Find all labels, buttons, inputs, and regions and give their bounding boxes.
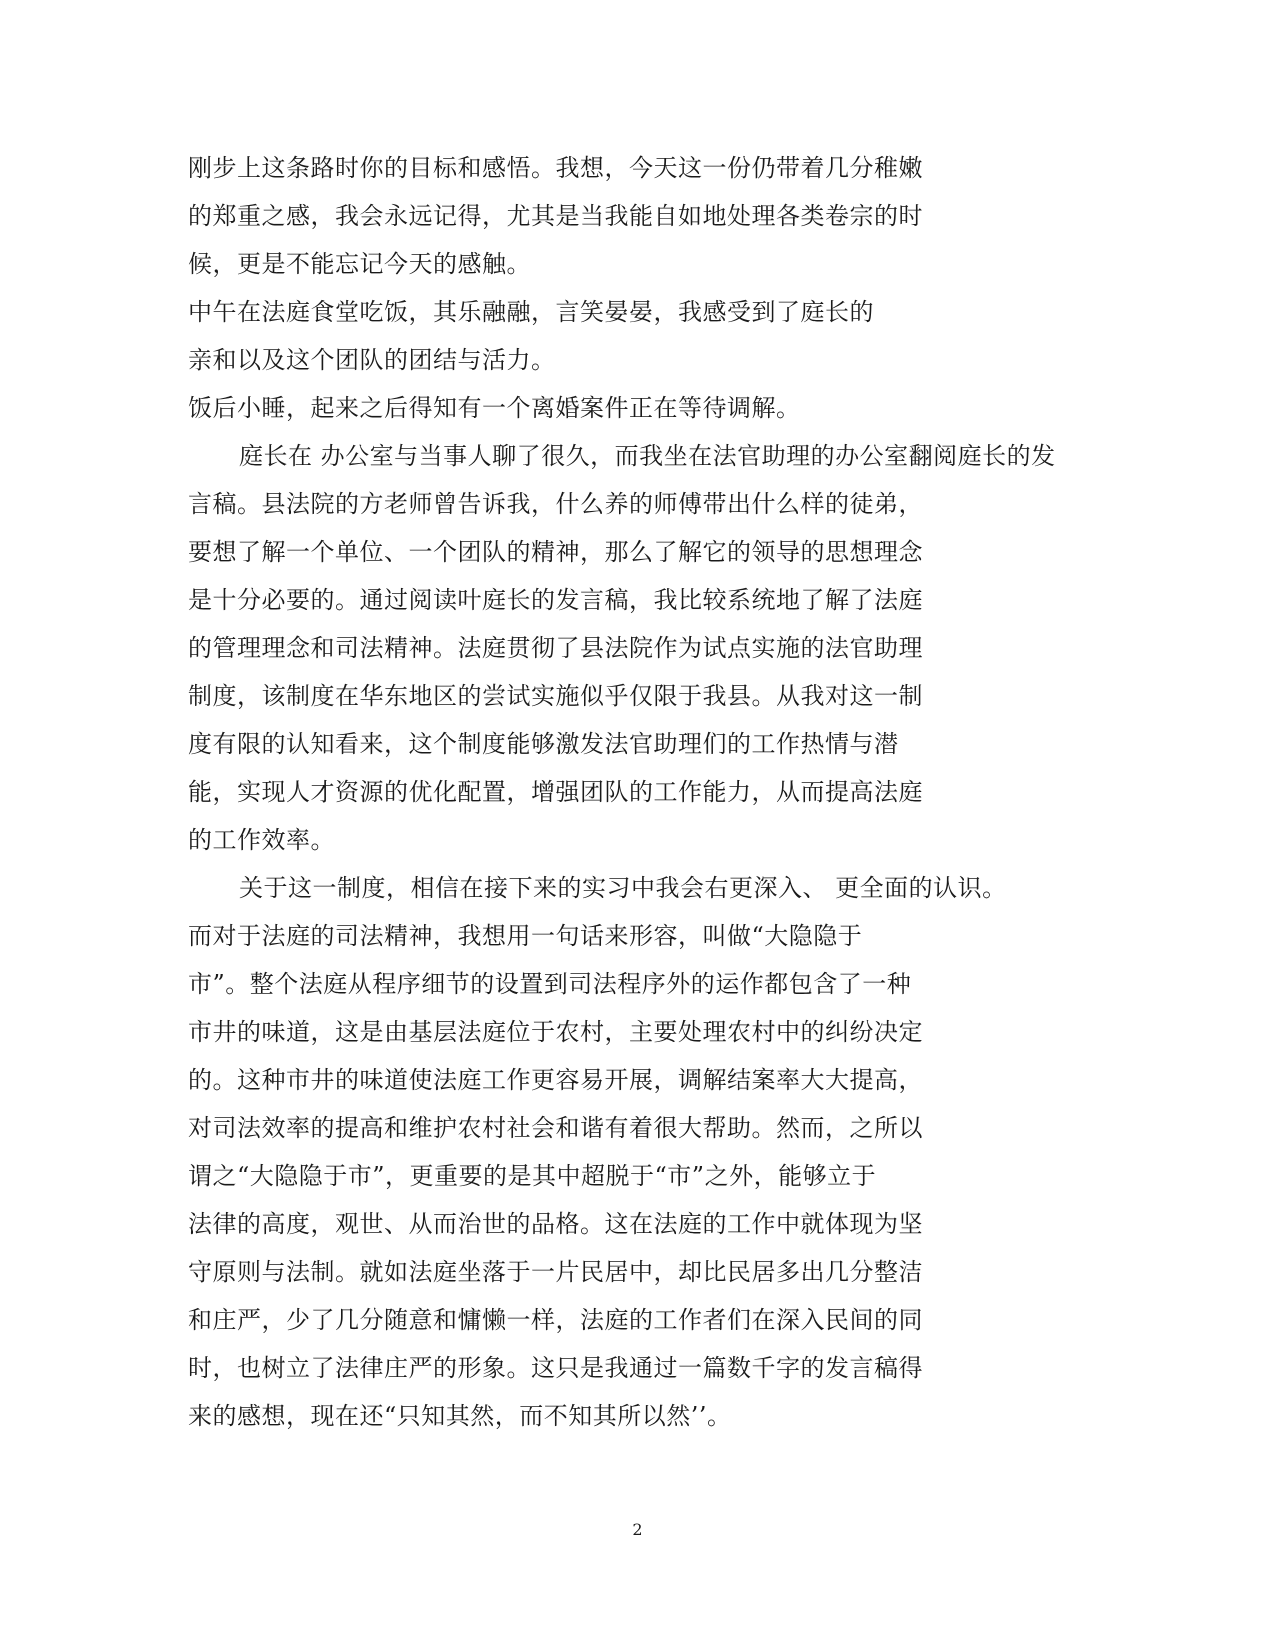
text-line: 对司法效率的提高和维护农村社会和谐有着很大帮助。然而，之所以	[188, 1114, 923, 1142]
text-line: 的管理理念和司法精神。法庭贯彻了县法院作为试点实施的法官助理	[188, 634, 923, 662]
text-line: 谓之“大隐隐于市”，更重要的是其中超脱于“市”之外，能够立于	[188, 1162, 877, 1190]
text-line: 和庄严，少了几分随意和慵懒一样，法庭的工作者们在深入民间的同	[188, 1306, 923, 1334]
text-line: 来的感想，现在还“只知其然，而不知其所以然’’。	[188, 1402, 732, 1430]
text-line: 市井的味道，这是由基层法庭位于农村，主要处理农村中的纠纷决定	[188, 1018, 923, 1046]
paragraph-start-line: 关于这一制度，相信在接下来的实习中我会右更深入、 更全面的认识。	[239, 874, 1007, 902]
text-line: 度有限的认知看来，这个制度能够激发法官助理们的工作热情与潜	[188, 730, 899, 758]
text-line: 要想了解一个单位、一个团队的精神，那么了解它的领导的思想理念	[188, 538, 923, 566]
text-line: 而对于法庭的司法精神，我想用一句话来形容，叫做“大隐隐于	[188, 922, 863, 950]
text-line: 的。这种市井的味道使法庭工作更容易开展，调解结案率大大提高，	[188, 1066, 923, 1094]
text-line: 亲和以及这个团队的团结与活力。	[188, 346, 556, 374]
text-line: 是十分必要的。通过阅读叶庭长的发言稿，我比较系统地了解了法庭	[188, 586, 923, 614]
text-line: 言稿。县法院的方老师曾告诉我，什么养的师傅带出什么样的徒弟，	[188, 490, 923, 518]
text-line: 能，实现人才资源的优化配置，增强团队的工作能力，从而提高法庭	[188, 778, 923, 806]
text-line: 候，更是不能忘记今天的感触。	[188, 250, 531, 278]
text-line: 的郑重之感，我会永远记得，尤其是当我能自如地处理各类卷宗的时	[188, 202, 923, 230]
text-line: 制度，该制度在华东地区的尝试实施似乎仅限于我县。从我对这一制	[188, 682, 923, 710]
text-line: 饭后小睡，起来之后得知有一个离婚案件正在等待调解。	[188, 394, 801, 422]
text-line: 中午在法庭食堂吃饭，其乐融融，言笑晏晏，我感受到了庭长的	[188, 298, 874, 326]
text-line: 的工作效率。	[188, 826, 335, 854]
text-line: 市”。整个法庭从程序细节的设置到司法程序外的运作都包含了一种	[188, 970, 912, 998]
text-line: 时，也树立了法律庄严的形象。这只是我通过一篇数千字的发言稿得	[188, 1354, 923, 1382]
text-line: 法律的高度，观世、从而治世的品格。这在法庭的工作中就体现为坚	[188, 1210, 923, 1238]
text-line: 守原则与法制。就如法庭坐落于一片民居中，却比民居多出几分整洁	[188, 1258, 923, 1286]
paragraph-start-line: 庭长在 办公室与当事人聊了很久，而我坐在法官助理的办公室翻阅庭长的发	[239, 442, 1056, 470]
page-number: 2	[632, 1520, 643, 1539]
text-line: 刚步上这条路时你的目标和感悟。我想，今天这一份仍带着几分稚嫩	[188, 154, 923, 182]
